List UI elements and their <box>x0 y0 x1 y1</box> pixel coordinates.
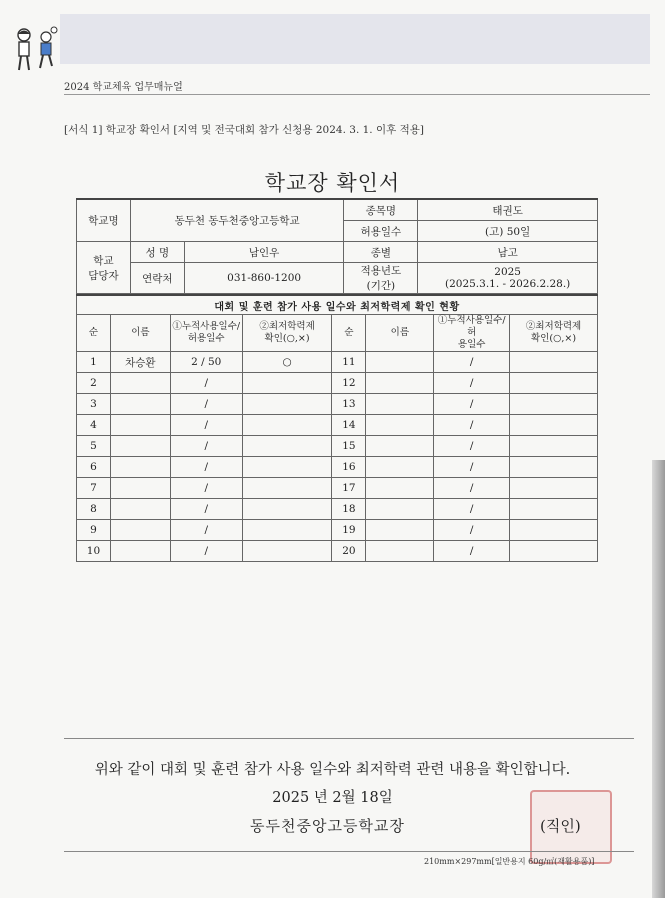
seq-cell: 7 <box>77 478 111 499</box>
academic-check-right-cell <box>510 520 598 541</box>
year-label-line1: 적용년도 <box>360 265 402 277</box>
days-used-right-cell: / <box>434 499 510 520</box>
seq-cell: 1 <box>77 352 111 373</box>
header-days-line2: 허용일수 <box>187 333 225 344</box>
student-name-right-cell <box>366 352 434 373</box>
header-days-right-line1: ①누적사용일수/허 <box>437 315 506 338</box>
academic-check-cell <box>242 478 332 499</box>
signature-bottom-divider <box>64 851 634 852</box>
gender-value: 남고 <box>418 242 598 263</box>
days-used-right-cell: / <box>434 457 510 478</box>
academic-check-cell <box>242 373 332 394</box>
sport-value: 태권도 <box>418 199 598 221</box>
days-used-right-cell: / <box>434 436 510 457</box>
header-days <box>170 315 242 352</box>
student-name-cell <box>110 541 170 562</box>
header-days-right <box>434 315 510 352</box>
days-used-right-cell: / <box>434 373 510 394</box>
header-banner <box>60 14 650 64</box>
table-row <box>77 436 598 457</box>
days-used-cell: / <box>170 499 242 520</box>
student-name-right-cell <box>366 415 434 436</box>
seq-cell: 3 <box>77 394 111 415</box>
academic-check-right-cell <box>510 478 598 499</box>
table-row <box>77 478 598 499</box>
sport-label: 종목명 <box>344 199 418 221</box>
school-label: 학교명 <box>77 199 131 242</box>
student-name-right-cell <box>366 436 434 457</box>
days-used-cell: 2 / 50 <box>170 352 242 373</box>
academic-check-right-cell <box>510 394 598 415</box>
header-days-line1: ①누적사용일수/ <box>172 321 241 332</box>
days-used-cell: / <box>170 415 242 436</box>
academic-check-cell <box>242 499 332 520</box>
year-value-line2: (2025.3.1. - 2026.2.28.) <box>444 278 571 290</box>
academic-check-cell <box>242 520 332 541</box>
academic-check-right-cell <box>510 541 598 562</box>
allowed-days-label: 허용일수 <box>344 221 418 242</box>
signature-date: 2025 년 2월 18일 <box>272 790 393 806</box>
seq-right-cell: 12 <box>332 373 366 394</box>
name-label: 성 명 <box>130 242 184 263</box>
header-check-right-line1: ②최저학력제 <box>525 321 582 332</box>
days-used-right-cell: / <box>434 415 510 436</box>
seq-right-cell: 15 <box>332 436 366 457</box>
academic-check-right-cell <box>510 415 598 436</box>
student-name-cell <box>110 499 170 520</box>
year-value-line1: 2025 <box>494 266 521 278</box>
seq-right-cell: 17 <box>332 478 366 499</box>
student-name-cell <box>110 457 170 478</box>
seq-cell: 10 <box>77 541 111 562</box>
days-used-cell: / <box>170 373 242 394</box>
seq-right-cell: 20 <box>332 541 366 562</box>
academic-check-right-cell <box>510 373 598 394</box>
table-row <box>77 394 598 415</box>
academic-check-cell <box>242 394 332 415</box>
table-row <box>77 457 598 478</box>
seq-cell: 9 <box>77 520 111 541</box>
header-check-right <box>510 315 598 352</box>
seq-cell: 2 <box>77 373 111 394</box>
table-row <box>77 352 598 373</box>
student-name-right-cell <box>366 541 434 562</box>
name-value: 남인우 <box>184 242 344 263</box>
table-row <box>77 541 598 562</box>
seq-right-cell: 18 <box>332 499 366 520</box>
seq-cell: 6 <box>77 457 111 478</box>
table-row <box>77 373 598 394</box>
header-check-right-line2: 확인(○,×) <box>531 333 577 344</box>
student-name-cell <box>110 478 170 499</box>
header-name-right: 이름 <box>366 315 434 352</box>
student-name-right-cell <box>366 457 434 478</box>
student-name-cell <box>110 415 170 436</box>
days-used-cell: / <box>170 478 242 499</box>
academic-check-cell <box>242 541 332 562</box>
header-check <box>242 315 332 352</box>
table-row <box>77 520 598 541</box>
student-name-cell <box>110 394 170 415</box>
table-row <box>77 499 598 520</box>
seal-label: (직인) <box>540 817 581 835</box>
header-seq: 순 <box>77 315 111 352</box>
student-name-right-cell <box>366 520 434 541</box>
year-value <box>418 263 598 294</box>
seq-right-cell: 11 <box>332 352 366 373</box>
academic-check-right-cell <box>510 499 598 520</box>
days-used-cell: / <box>170 436 242 457</box>
contact-value: 031-860-1200 <box>184 263 344 294</box>
days-used-right-cell: / <box>434 478 510 499</box>
days-used-right-cell: / <box>434 352 510 373</box>
gender-label: 종별 <box>344 242 418 263</box>
academic-check-right-cell <box>510 457 598 478</box>
days-used-cell: / <box>170 457 242 478</box>
academic-check-cell <box>242 457 332 478</box>
days-used-right-cell: / <box>434 520 510 541</box>
participation-table <box>76 294 598 562</box>
header-seq-right: 순 <box>332 315 366 352</box>
header-days-right-line2: 용일수 <box>457 339 486 350</box>
days-used-cell: / <box>170 520 242 541</box>
info-table <box>76 198 598 294</box>
days-used-cell: / <box>170 541 242 562</box>
academic-check-cell <box>242 436 332 457</box>
header-check-line1: ②최저학력제 <box>259 321 315 332</box>
contact-label: 연락처 <box>130 263 184 294</box>
form-caption: [서식 1] 학교장 확인서 [지역 및 전국대회 참가 신청용 2024. 3. 1. 이후 적용] <box>64 124 424 136</box>
student-name-right-cell <box>366 394 434 415</box>
student-name-cell <box>110 436 170 457</box>
header-check-line2: 확인(○,×) <box>264 333 310 344</box>
seq-right-cell: 16 <box>332 457 366 478</box>
confirmation-text: 위와 같이 대회 및 훈련 참가 사용 일수와 최저학력 관련 내용을 확인합니다. <box>94 762 571 778</box>
academic-check-cell: ○ <box>242 352 332 373</box>
staff-label-line2: 담당자 <box>88 269 119 282</box>
school-value: 동두천 동두천중앙고등학교 <box>130 199 344 242</box>
seq-cell: 4 <box>77 415 111 436</box>
participation-caption: 대회 및 훈련 참가 사용 일수와 최저학력제 확인 현황 <box>77 295 598 315</box>
days-used-right-cell: / <box>434 541 510 562</box>
student-name-cell <box>110 373 170 394</box>
allowed-days-value: (고) 50일 <box>418 221 598 242</box>
table-row <box>77 415 598 436</box>
days-used-right-cell: / <box>434 394 510 415</box>
seq-cell: 8 <box>77 499 111 520</box>
seq-right-cell: 13 <box>332 394 366 415</box>
student-name-right-cell <box>366 478 434 499</box>
header-name: 이름 <box>110 315 170 352</box>
student-name-right-cell <box>366 499 434 520</box>
staff-label <box>77 242 131 294</box>
student-name-right-cell <box>366 373 434 394</box>
academic-check-right-cell <box>510 436 598 457</box>
mascot-icon <box>14 26 58 74</box>
academic-check-right-cell <box>510 352 598 373</box>
staff-label-line1: 학교 <box>93 254 114 267</box>
year-label <box>344 263 418 294</box>
student-name-cell: 차승환 <box>110 352 170 373</box>
manual-header: 2024 학교체육 업무매뉴얼 <box>64 82 183 93</box>
principal-name: 동두천중앙고등학교장 <box>250 817 405 835</box>
seq-cell: 5 <box>77 436 111 457</box>
signature-top-divider <box>64 738 634 739</box>
seq-right-cell: 14 <box>332 415 366 436</box>
days-used-cell: / <box>170 394 242 415</box>
seq-right-cell: 19 <box>332 520 366 541</box>
academic-check-cell <box>242 415 332 436</box>
paper-spec-footnote: 210mm×297mm[일반용지 60g/㎡(재활용품)] <box>424 857 595 866</box>
student-name-cell <box>110 520 170 541</box>
header-divider <box>64 94 650 95</box>
year-label-line2: (기간) <box>366 280 396 292</box>
page-edge-shadow <box>652 460 665 898</box>
document-title: 학교장 확인서 <box>264 171 401 195</box>
